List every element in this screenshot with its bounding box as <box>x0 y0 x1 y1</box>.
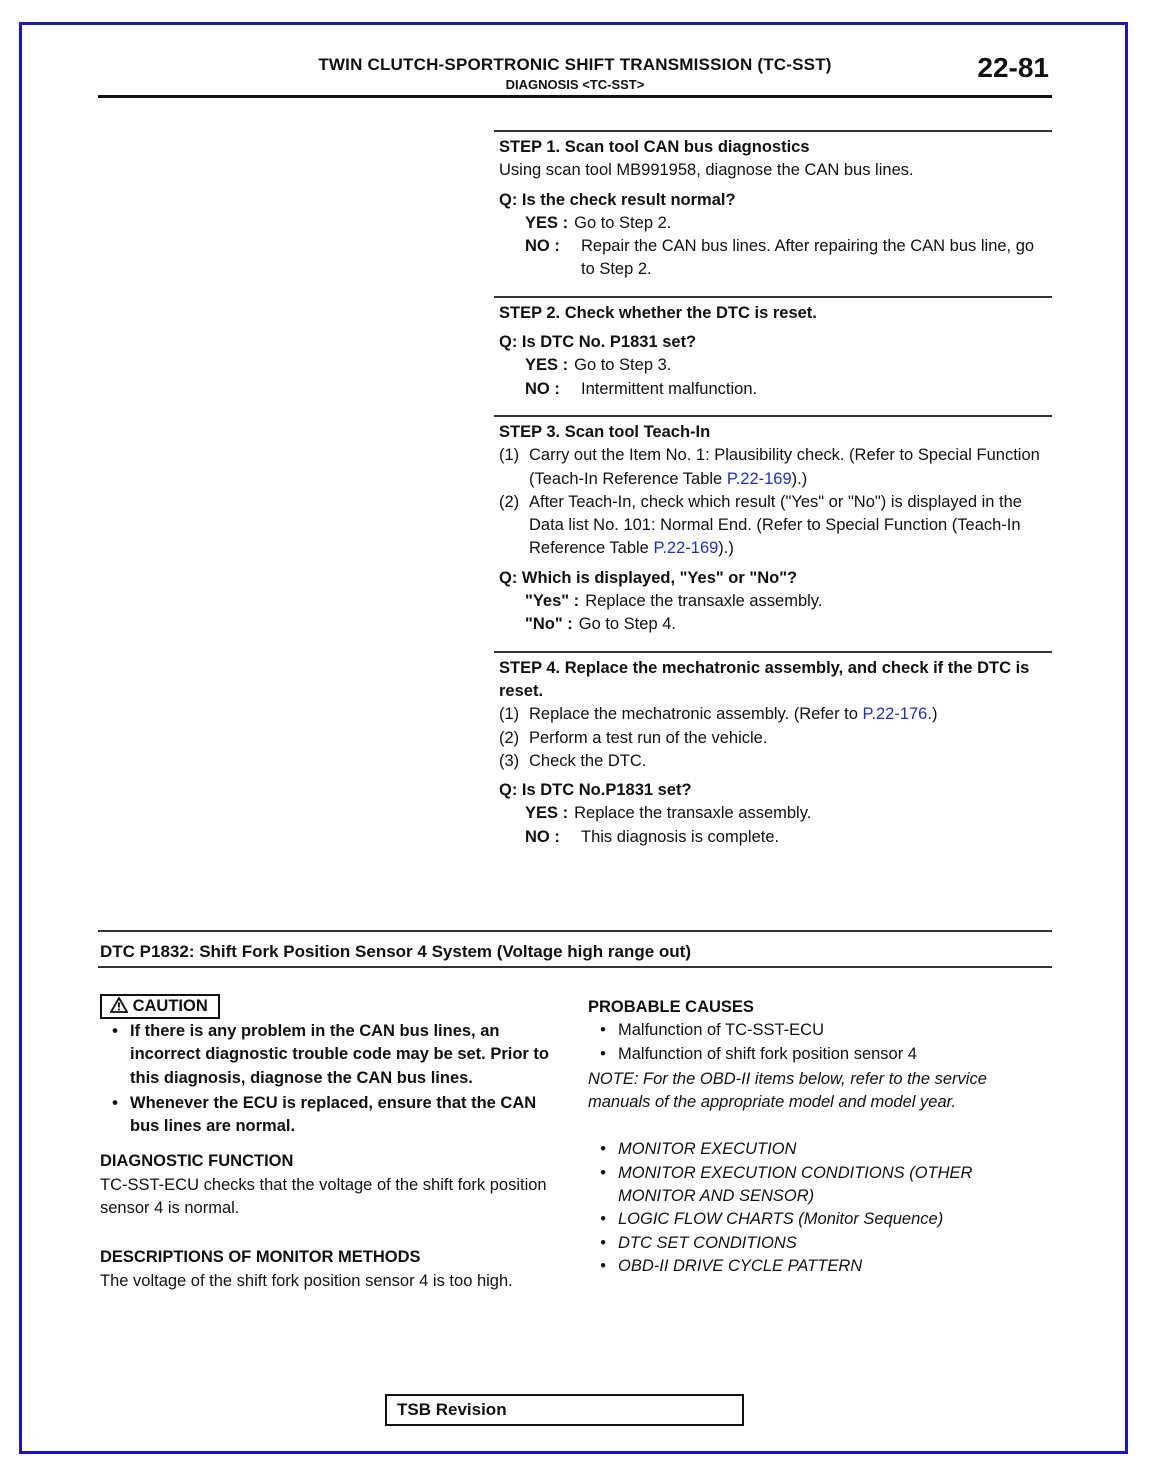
step-divider <box>494 651 1052 653</box>
yes-label: "Yes" : <box>525 592 580 611</box>
dtc-rule-bottom <box>98 966 1052 968</box>
bullet-text: If there is any problem in the CAN bus lines, an incorrect diagnostic trouble code may be set. Prior to this diagnosis, diagnose the CAN bus lines. <box>130 1022 550 1087</box>
caution-box <box>100 994 220 1019</box>
obd-item <box>588 1162 1050 1209</box>
probable-causes-heading: PROBABLE CAUSES <box>588 998 754 1016</box>
item-number: (1) <box>499 446 520 465</box>
step-title: STEP 3. Scan tool Teach-In <box>499 422 711 441</box>
bullet-dot: • <box>600 1044 606 1063</box>
step-title: STEP 2. Check whether the DTC is reset. <box>499 303 817 322</box>
right-column <box>588 996 1050 1278</box>
yes-text: Go to Step 2. <box>574 213 672 232</box>
step-question: Q: Is the check result normal? <box>499 190 736 209</box>
monitor-methods-heading: DESCRIPTIONS OF MONITOR METHODS <box>100 1248 421 1267</box>
step-question: Q: Which is displayed, "Yes" or "No"? <box>499 568 798 587</box>
tsb-revision-box: TSB Revision <box>385 1394 744 1426</box>
caution-bullet <box>100 1092 562 1139</box>
reference-link[interactable]: P.22-169 <box>726 469 792 488</box>
obd-item-text: OBD-II DRIVE CYCLE PATTERN <box>618 1256 863 1275</box>
no-label: NO : <box>525 827 560 846</box>
bullet-dot: • <box>600 1210 606 1229</box>
cause-item <box>588 1019 1050 1042</box>
no-label: NO : <box>525 379 560 398</box>
item-number: (3) <box>499 751 520 770</box>
item-number: (2) <box>499 492 520 511</box>
step-text: Using scan tool MB991958, diagnose the CAN bus lines. <box>499 161 914 180</box>
obd-item <box>588 1255 1050 1278</box>
bullet-dot: • <box>112 1093 118 1112</box>
obd-item-text: MONITOR EXECUTION CONDITIONS (OTHER MONITOR AND SENSOR) <box>618 1163 973 1206</box>
item-text: After Teach-In, check which result ("Yes" or "No") is displayed in the Data list No. 101: Normal End. (Refer to Special Function (Teach-In Reference Table <box>529 492 1022 558</box>
bullet-dot: • <box>600 1256 606 1275</box>
no-text: This diagnosis is complete. <box>581 827 780 846</box>
item-text: Perform a test run of the vehicle. <box>529 728 768 747</box>
left-column <box>100 994 562 1293</box>
obd-item-text: DTC SET CONDITIONS <box>618 1233 797 1252</box>
bullet-dot: • <box>600 1140 606 1159</box>
step-3 <box>494 421 1052 637</box>
step-4 <box>494 657 1052 849</box>
step-1 <box>494 136 1052 282</box>
caution-label: CAUTION <box>132 997 208 1015</box>
obd-item-text: MONITOR EXECUTION <box>618 1140 797 1159</box>
diagnostic-function-heading: DIAGNOSTIC FUNCTION <box>100 1152 294 1171</box>
caution-bullet <box>100 1020 562 1090</box>
bullet-text: Whenever the ECU is replaced, ensure that the CAN bus lines are normal. <box>130 1093 537 1136</box>
yes-text: Replace the transaxle assembly. <box>574 804 812 823</box>
obd-item <box>588 1232 1050 1255</box>
bullet-dot: • <box>112 1022 118 1040</box>
steps-column <box>494 130 1052 849</box>
obd-item-text: LOGIC FLOW CHARTS (Monitor Sequence) <box>618 1210 944 1229</box>
step-question: Q: Is DTC No.P1831 set? <box>499 781 692 800</box>
dtc-rule-top <box>98 930 1052 932</box>
obd-item <box>588 1208 1050 1231</box>
obd-item <box>588 1138 1050 1161</box>
yes-label: YES : <box>525 804 569 823</box>
step-title: STEP 1. Scan tool CAN bus diagnostics <box>499 138 810 156</box>
item-text-end: .) <box>927 705 938 724</box>
yes-text: Go to Step 3. <box>574 356 672 375</box>
item-text: Carry out the Item No. 1: Plausibility check. (Refer to Special Function (Teach-In Reference Table <box>529 446 1040 488</box>
yes-label: YES : <box>525 213 569 232</box>
item-text: Check the DTC. <box>529 751 647 770</box>
yes-label: YES : <box>525 356 569 375</box>
section-title: TWIN CLUTCH-SPORTRONIC SHIFT TRANSMISSION (TC-SST) <box>318 55 832 74</box>
item-number: (2) <box>499 728 520 747</box>
step-2 <box>494 302 1052 401</box>
step-title: STEP 4. Replace the mechatronic assembly, and check if the DTC is reset. <box>499 658 1030 700</box>
step-divider <box>494 415 1052 417</box>
item-text: Replace the mechatronic assembly. (Refer to <box>529 705 863 724</box>
cause-text: Malfunction of TC-SST-ECU <box>618 1021 825 1040</box>
cause-item <box>588 1043 1050 1066</box>
warning-icon <box>110 997 128 1013</box>
header-rule <box>98 95 1052 98</box>
dtc-title: DTC P1832: Shift Fork Position Sensor 4 System (Voltage high range out) <box>100 942 691 961</box>
bullet-dot: • <box>600 1021 606 1040</box>
no-label: "No" : <box>525 615 573 634</box>
cause-text: Malfunction of shift fork position sensor 4 <box>618 1044 917 1063</box>
bullet-dot: • <box>600 1163 606 1182</box>
section-subtitle: DIAGNOSIS <TC-SST> <box>505 77 645 92</box>
item-text-end: ).) <box>718 539 734 558</box>
page-number: 22-81 <box>977 52 1049 83</box>
no-label: NO : <box>525 237 560 256</box>
reference-link[interactable]: P.22-176 <box>862 705 928 724</box>
reference-link[interactable]: P.22-169 <box>653 539 719 558</box>
monitor-methods-text: The voltage of the shift fork position sensor 4 is too high. <box>100 1271 513 1290</box>
item-text-end: ).) <box>791 469 808 488</box>
item-number: (1) <box>499 705 520 724</box>
step-question: Q: Is DTC No. P1831 set? <box>499 333 697 352</box>
no-text: Intermittent malfunction. <box>581 379 758 398</box>
step-divider <box>494 130 1052 132</box>
step-divider <box>494 296 1052 298</box>
no-text: Go to Step 4. <box>578 615 676 634</box>
no-text: Repair the CAN bus lines. After repairing the CAN bus line, go to Step 2. <box>581 237 1035 279</box>
yes-text: Replace the transaxle assembly. <box>585 592 823 611</box>
diagnostic-function-text: TC-SST-ECU checks that the voltage of the shift fork position sensor 4 is normal. <box>100 1175 547 1218</box>
bullet-dot: • <box>600 1233 606 1252</box>
obd-note: NOTE: For the OBD-II items below, refer to the service manuals of the appropriate model and model year. <box>588 1069 987 1112</box>
